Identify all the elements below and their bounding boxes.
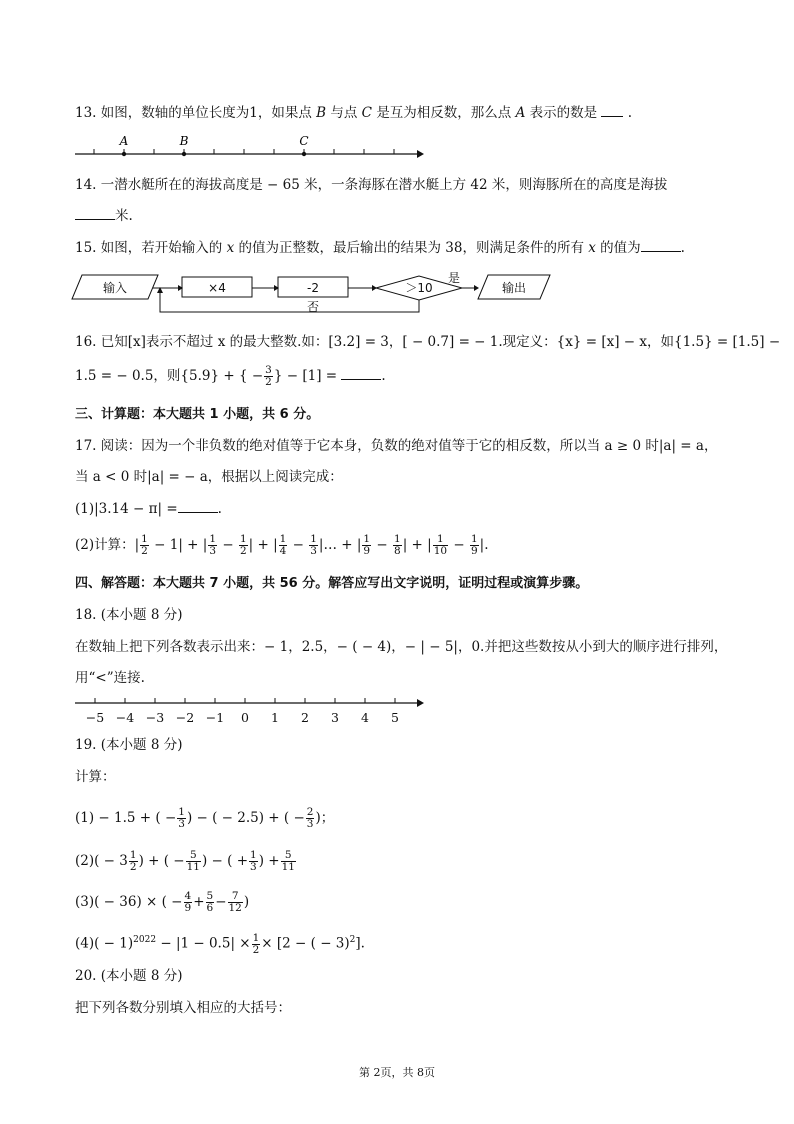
q15-answer-blank[interactable] bbox=[641, 251, 681, 252]
input-label: 输入 bbox=[102, 281, 128, 295]
tick-label: −1 bbox=[205, 710, 225, 725]
tick-label: −3 bbox=[145, 710, 165, 725]
tick-label: 2 bbox=[301, 710, 309, 725]
label-c: C bbox=[299, 134, 309, 148]
q19-intro: 计算： bbox=[75, 769, 116, 785]
multiply-label: ×4 bbox=[208, 281, 226, 295]
condition-label: ＞10 bbox=[405, 281, 433, 295]
page-footer: 第 2页，共 8页 bbox=[359, 1066, 435, 1079]
no-label: 否 bbox=[306, 300, 320, 314]
q19-part2: (2)( − 3 $\frac{1}{2}$ ) + ( − $\frac{5}{11}$ ) − ( + $\frac{1}{3}$ ) + $\frac{5}{11}$ bbox=[75, 849, 295, 873]
q16-line1: 16. 已知[x]表示不超过 x 的最大整数.如：[3.2] = 3，[ − 0.7] = − 1.现定义：{x} = [x] − x，如{1.5} = [1.5] − bbox=[75, 334, 781, 350]
q13-text: 13. 如图，数轴的单位长度为1，如果点 B 与点 C 是互为相反数，那么点 A 表示的数是 . bbox=[75, 105, 633, 121]
q19-part3: (3)( − 36) × ( − $\frac{4}{9}$ + $\frac{5}{6}$ − $\frac{7}{12}$ ) bbox=[75, 890, 250, 914]
q16-line2: 1.5 = − 0.5，则{5.9} + { − $\frac{3}{2}$ } − [1] = . bbox=[75, 364, 386, 388]
q18-line1: 在数轴上把下列各数表示出来：− 1，2.5，− ( − 4)，− | − 5|，0.并把这些数按从小到大的顺序进行排列， bbox=[75, 639, 728, 655]
point-b bbox=[182, 152, 186, 156]
flowchart-q15 bbox=[72, 272, 552, 318]
q17-part2: (2)计算：| $\frac{1}{2}$ − 1| + | $\frac{1}{3}$ − $\frac{1}{2}$ | + | $\frac{1}{4}$ − $\frac{1}{3}$ |… + | $\frac{1}{9}$ − $\frac{1}{8}$ | + | $\frac{1}{10}$ − $\frac{1}{9}$ |. bbox=[75, 533, 489, 557]
tick-label: 5 bbox=[391, 710, 399, 725]
q19-head: 19. (本小题 8 分) bbox=[75, 737, 183, 753]
number-line-q18 bbox=[72, 692, 492, 728]
label-b: B bbox=[179, 134, 189, 148]
tick-label: −5 bbox=[85, 710, 105, 725]
q17-part1: (1)|3.14 − π| = . bbox=[75, 501, 222, 517]
q19-part4: $(4)( - 1)^{2022} - |1 - 0.5|$ × $\frac{1}{2}$ × [2 − ( − 3)$^2$]. bbox=[75, 931, 365, 956]
point-c bbox=[302, 152, 306, 156]
q14-line1: 14. 一潜水艇所在的海拔高度是 − 65 米，一条海豚在潜水艇上方 42 米，则海豚所在的高度是海拔 bbox=[75, 177, 668, 193]
tick-label: 3 bbox=[331, 710, 339, 725]
yes-label: 是 bbox=[447, 271, 461, 285]
tick-label: −4 bbox=[115, 710, 135, 725]
q20-line1: 把下列各数分别填入相应的大括号： bbox=[75, 1000, 291, 1016]
q17-answer-blank[interactable] bbox=[178, 512, 218, 513]
tick-label: 1 bbox=[271, 710, 279, 725]
number-line-q13 bbox=[72, 132, 492, 162]
subtract-label: -2 bbox=[307, 281, 319, 295]
q19-part1: (1) − 1.5 + ( − $\frac{1}{3}$ ) − ( − 2.5) + ( − $\frac{2}{3}$ )； bbox=[75, 806, 335, 830]
q14-answer-blank[interactable] bbox=[75, 219, 115, 220]
q15-text: 15. 如图，若开始输入的 x 的值为正整数，最后输出的结果为 38，则满足条件的所有 x 的值为 . bbox=[75, 240, 685, 256]
q18-head: 18. (本小题 8 分) bbox=[75, 607, 183, 623]
q16-answer-blank[interactable] bbox=[341, 379, 381, 380]
q17-line1: 17. 阅读：因为一个非负数的绝对值等于它本身，负数的绝对值等于它的相反数，所以当 a ≥ 0 时|a| = a， bbox=[75, 438, 718, 454]
tick-label: 4 bbox=[361, 710, 369, 725]
section4-heading: 四、解答题：本大题共 7 小题，共 56 分。解答应写出文字说明，证明过程或演算步骤。 bbox=[75, 576, 589, 591]
output-label: 输出 bbox=[501, 281, 527, 295]
q18-line2: 用“<”连接. bbox=[75, 670, 145, 686]
tick-label: −2 bbox=[175, 710, 195, 725]
point-a bbox=[122, 152, 126, 156]
tick-label: 0 bbox=[241, 710, 249, 725]
label-a: A bbox=[119, 134, 129, 148]
q20-head: 20. (本小题 8 分) bbox=[75, 968, 183, 984]
q13-answer-blank[interactable] bbox=[601, 116, 623, 117]
q17-line2: 当 a < 0 时|a| = − a，根据以上阅读完成： bbox=[75, 469, 343, 485]
q14-line2: 米. bbox=[75, 207, 133, 225]
section3-heading: 三、计算题：本大题共 1 小题，共 6 分。 bbox=[75, 407, 320, 422]
